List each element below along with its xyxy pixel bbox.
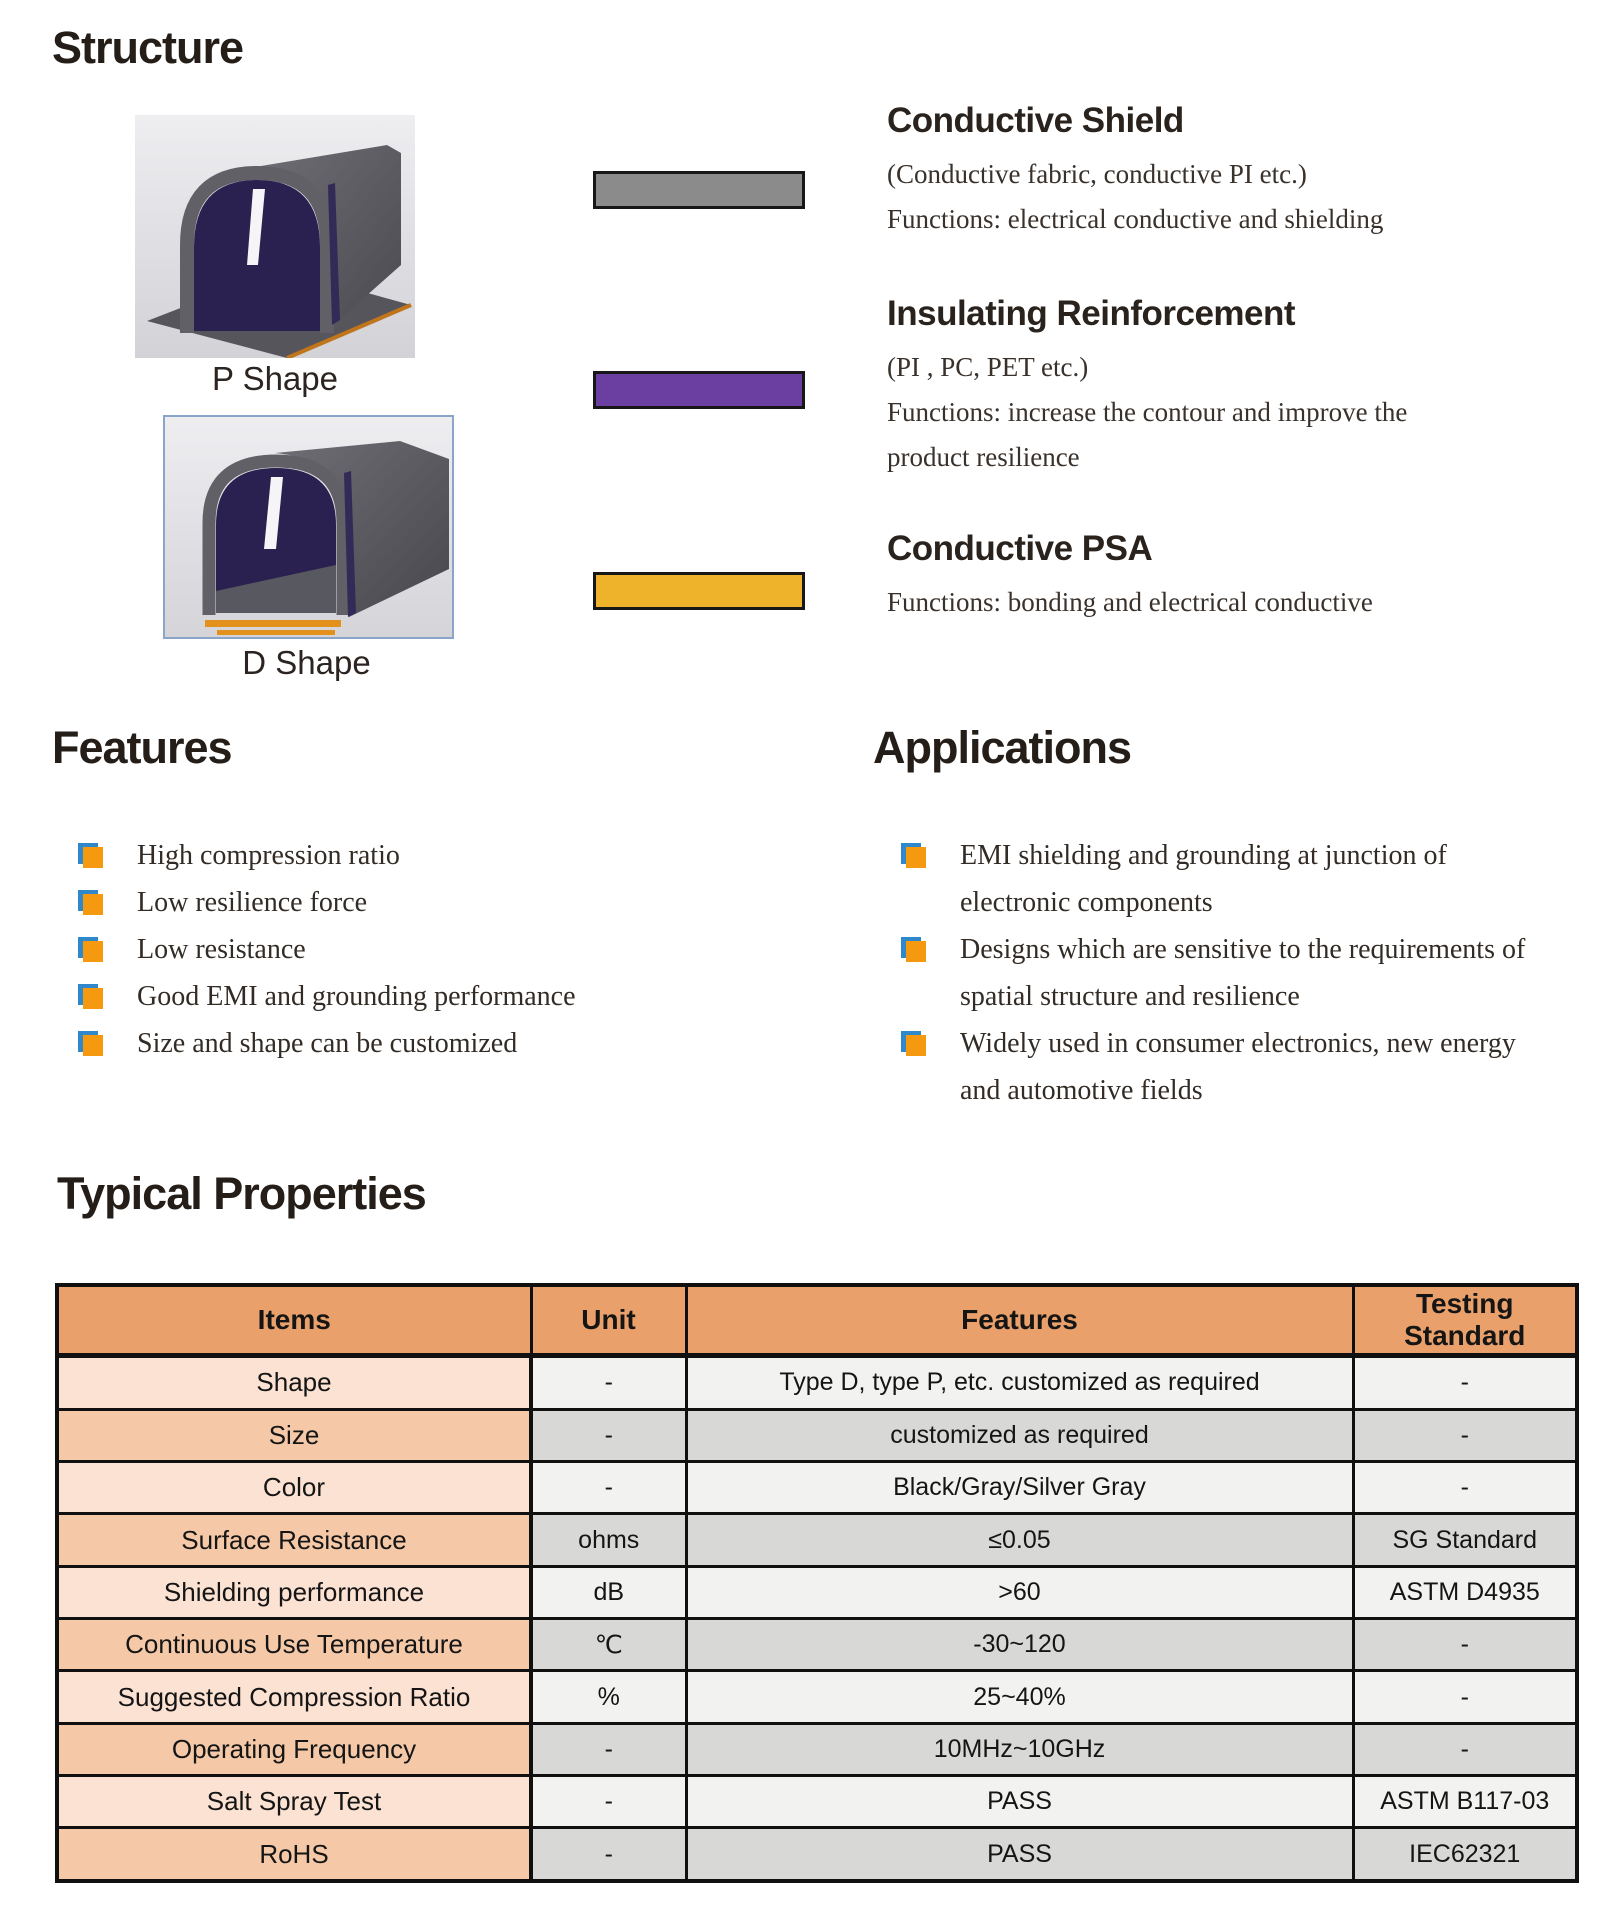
cell-standard: ASTM B117-03 <box>1353 1776 1577 1828</box>
cell-standard: - <box>1353 1356 1577 1410</box>
legend-title: Conductive Shield <box>887 101 1184 140</box>
table-row <box>57 1514 1577 1566</box>
psa-strip <box>217 630 335 635</box>
column-header-testing-standard: Testing Standard <box>1353 1285 1577 1356</box>
feature-text: Low resilience force <box>137 887 368 918</box>
conductive-psa-swatch <box>593 572 805 610</box>
cell-unit: - <box>531 1828 686 1881</box>
bullet-icon <box>901 937 927 963</box>
feature-text: High compression ratio <box>137 840 400 871</box>
cell-item: Shielding performance <box>57 1566 531 1618</box>
list-item <box>75 973 695 1020</box>
table-row <box>57 1776 1577 1828</box>
feature-text: Good EMI and grounding performance <box>137 981 576 1012</box>
cell-feature: PASS <box>686 1776 1353 1828</box>
p-shape-label: P Shape <box>211 360 338 397</box>
bullet-icon <box>78 843 104 869</box>
applications-title: Applications <box>873 722 1132 773</box>
cell-unit: - <box>531 1462 686 1514</box>
application-text: EMI shielding and grounding at junction of electronic components <box>960 840 1447 918</box>
psa-strip <box>205 620 341 627</box>
cell-unit: % <box>531 1671 686 1723</box>
legend-line: Functions: increase the contour and improve the product resilience <box>887 397 1408 472</box>
cell-item: Surface Resistance <box>57 1514 531 1566</box>
table-row <box>57 1462 1577 1514</box>
legend-conductive-shield <box>887 100 1547 242</box>
column-header-items: Items <box>57 1285 531 1356</box>
application-text: Designs which are sensitive to the requirements of spatial structure and resilience <box>960 934 1526 1012</box>
bullet-icon <box>78 1031 104 1057</box>
cell-standard: SG Standard <box>1353 1514 1577 1566</box>
cell-item: Suggested Compression Ratio <box>57 1671 531 1723</box>
cell-item: Operating Frequency <box>57 1723 531 1775</box>
table-row <box>57 1566 1577 1618</box>
cell-unit: ohms <box>531 1514 686 1566</box>
feature-text: Size and shape can be customized <box>137 1028 518 1059</box>
cell-item: RoHS <box>57 1828 531 1881</box>
table-row <box>57 1828 1577 1881</box>
table-row <box>57 1356 1577 1410</box>
table-row <box>57 1671 1577 1723</box>
p-shape-render <box>135 115 415 358</box>
cell-item: Salt Spray Test <box>57 1776 531 1828</box>
legend-insulating-reinforcement <box>887 293 1547 480</box>
feature-text: Low resistance <box>137 934 306 965</box>
column-header-unit: Unit <box>531 1285 686 1356</box>
cell-item: Continuous Use Temperature <box>57 1619 531 1671</box>
list-item <box>898 832 1538 926</box>
applications-list <box>898 832 1538 1114</box>
d-shape-label: D Shape <box>242 644 371 681</box>
cell-item: Color <box>57 1462 531 1514</box>
legend-title: Insulating Reinforcement <box>887 294 1296 333</box>
cell-item: Size <box>57 1409 531 1461</box>
insulating-reinforcement-swatch <box>593 371 805 409</box>
cell-feature: Black/Gray/Silver Gray <box>686 1462 1353 1514</box>
list-item <box>898 1020 1538 1114</box>
cell-item: Shape <box>57 1356 531 1410</box>
legend-title: Conductive PSA <box>887 529 1153 568</box>
bullet-icon <box>901 1031 927 1057</box>
features-list <box>75 832 695 1067</box>
table-row <box>57 1723 1577 1775</box>
cell-standard: ASTM D4935 <box>1353 1566 1577 1618</box>
cell-unit: - <box>531 1356 686 1410</box>
cell-unit: dB <box>531 1566 686 1618</box>
cell-feature: 25~40% <box>686 1671 1353 1723</box>
cell-feature: >60 <box>686 1566 1353 1618</box>
properties-table <box>55 1283 1579 1883</box>
table-header-row <box>57 1285 1577 1356</box>
cell-unit: - <box>531 1776 686 1828</box>
bullet-icon <box>78 890 104 916</box>
legend-line: Functions: electrical conductive and shielding <box>887 204 1384 234</box>
cell-unit: ℃ <box>531 1619 686 1671</box>
cell-feature: Type D, type P, etc. customized as required <box>686 1356 1353 1410</box>
p-shape-image <box>135 115 415 358</box>
list-item <box>898 926 1538 1020</box>
structure-title: Structure <box>52 22 244 73</box>
cell-standard: - <box>1353 1619 1577 1671</box>
legend-conductive-psa <box>887 528 1547 625</box>
table-row <box>57 1409 1577 1461</box>
d-shape-image <box>163 415 454 639</box>
cell-unit: - <box>531 1409 686 1461</box>
cell-feature: 10MHz~10GHz <box>686 1723 1353 1775</box>
cell-unit: - <box>531 1723 686 1775</box>
list-item <box>75 879 695 926</box>
cell-feature: PASS <box>686 1828 1353 1881</box>
cell-standard: - <box>1353 1671 1577 1723</box>
cell-standard: - <box>1353 1723 1577 1775</box>
cell-feature: -30~120 <box>686 1619 1353 1671</box>
bullet-icon <box>78 937 104 963</box>
conductive-shield-swatch <box>593 171 805 209</box>
cell-feature: customized as required <box>686 1409 1353 1461</box>
application-text: Widely used in consumer electronics, new energy and automotive fields <box>960 1028 1516 1106</box>
legend-line: (PI , PC, PET etc.) <box>887 352 1089 382</box>
features-title: Features <box>52 722 232 773</box>
table-row <box>57 1619 1577 1671</box>
list-item <box>75 926 695 973</box>
bullet-icon <box>901 843 927 869</box>
cell-standard: IEC62321 <box>1353 1828 1577 1881</box>
legend-line: (Conductive fabric, conductive PI etc.) <box>887 159 1307 189</box>
list-item <box>75 1020 695 1067</box>
cell-feature: ≤0.05 <box>686 1514 1353 1566</box>
d-shape-render <box>165 417 452 637</box>
typical-properties-title: Typical Properties <box>57 1168 426 1219</box>
cell-standard: - <box>1353 1409 1577 1461</box>
bullet-icon <box>78 984 104 1010</box>
list-item <box>75 832 695 879</box>
column-header-features: Features <box>686 1285 1353 1356</box>
cell-standard: - <box>1353 1462 1577 1514</box>
legend-line: Functions: bonding and electrical conductive <box>887 587 1373 617</box>
